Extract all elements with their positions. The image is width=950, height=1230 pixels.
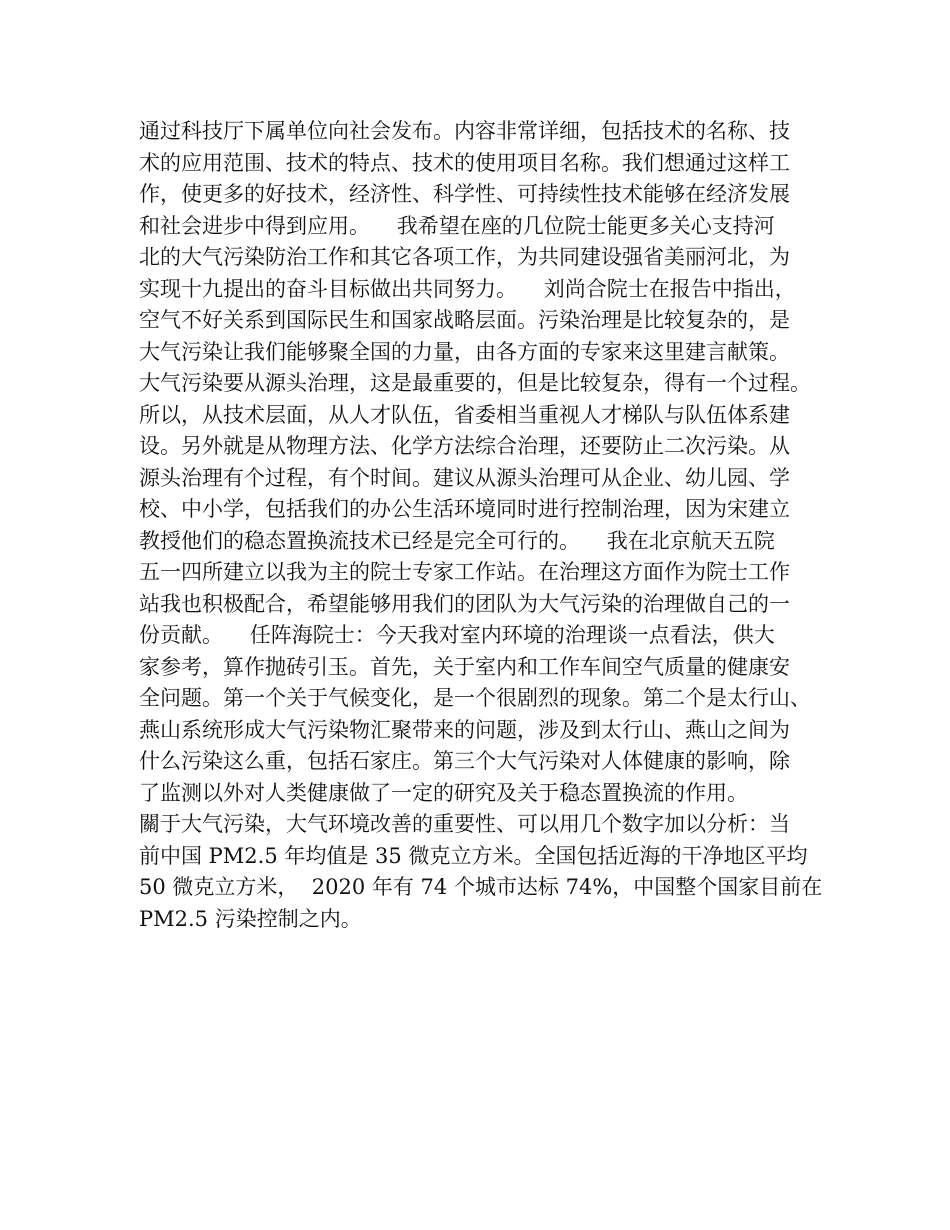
text-line: PM2.5 污染控制之内。 bbox=[139, 906, 362, 931]
text-line: 北的大气污染防治工作和其它各项工作，为共同建设强省美丽河北，为 bbox=[139, 245, 790, 269]
text-line: 前中国 PM2.5 年均值是 35 微克立方米。全国包括近海的干净地区平均 bbox=[139, 843, 808, 868]
text-line: 了监测以外对人类健康做了一定的研究及关于稳态置换流的作用。 bbox=[139, 780, 748, 805]
text-line: 和社会进步中得到应用。 我希望在座的几位院士能更多关心支持河 bbox=[139, 213, 775, 238]
text-line: 源头治理有个过程，有个时间。建议从源头治理可从企业、幼儿园、学 bbox=[139, 465, 790, 490]
text-line: 關于大气污染，大气环境改善的重要性、可以用几个数字加以分析：当 bbox=[139, 812, 790, 836]
text-line: 术的应用范围、技术的特点、技术的使用项目名称。我们想通过这样工 bbox=[139, 150, 790, 175]
text-line: 教授他们的稳态置换流技术已经是完全可行的。 我在北京航天五院 bbox=[139, 528, 775, 553]
text-line: 校、中小学，包括我们的办公生活环境同时进行控制治理，因为宋建立 bbox=[139, 497, 790, 521]
text-line: 所以，从技术层面，从人才队伍，省委相当重视人才梯队与队伍体系建 bbox=[139, 402, 790, 427]
text-line: 大气污染要从源头治理，这是最重要的，但是比较复杂，得有一个过程。 bbox=[139, 371, 811, 395]
text-line: 通过科技厅下属单位向社会发布。内容非常详细，包括技术的名称、技 bbox=[139, 119, 790, 143]
text-line: 大气污染让我们能够聚全国的力量，由各方面的专家来这里建言献策。 bbox=[139, 339, 790, 364]
text-line: 五一四所建立以我为主的院士专家工作站。在治理这方面作为院士工作 bbox=[139, 560, 790, 584]
text-line: 什么污染这么重，包括石家庄。第三个大气污染对人体健康的影响，除 bbox=[139, 749, 790, 773]
text-line: 50 微克立方米， 2020 年有 74 个城市达标 74%，中国整个国家目前在 bbox=[139, 875, 823, 899]
text-line: 家参考，算作抛砖引玉。首先，关于室内和工作车间空气质量的健康安 bbox=[139, 654, 790, 679]
text-line: 设。另外就是从物理方法、化学方法综合治理，还要防止二次污染。从 bbox=[139, 434, 790, 458]
text-line: 站我也积极配合，希望能够用我们的团队为大气污染的治理做自己的一 bbox=[139, 591, 790, 616]
body-text bbox=[139, 116, 839, 935]
text-line: 作，使更多的好技术，经济性、科学性、可持续性技术能够在经济发展 bbox=[139, 182, 790, 206]
text-line: 燕山系统形成大气污染物汇聚带来的问题，涉及到太行山、燕山之间为 bbox=[139, 717, 790, 742]
text-line: 全问题。第一个关于气候变化，是一个很剧烈的现象。第二个是太行山、 bbox=[139, 686, 811, 710]
text-line: 份贡献。 任阵海院士：今天我对室内环境的治理谈一点看法，供大 bbox=[139, 623, 775, 647]
text-line: 实现十九提出的奋斗目标做出共同努力。 刘尚合院士在报告中指出， bbox=[139, 276, 796, 301]
text-line: 空气不好关系到国际民生和国家战略层面。污染治理是比较复杂的，是 bbox=[139, 308, 790, 332]
